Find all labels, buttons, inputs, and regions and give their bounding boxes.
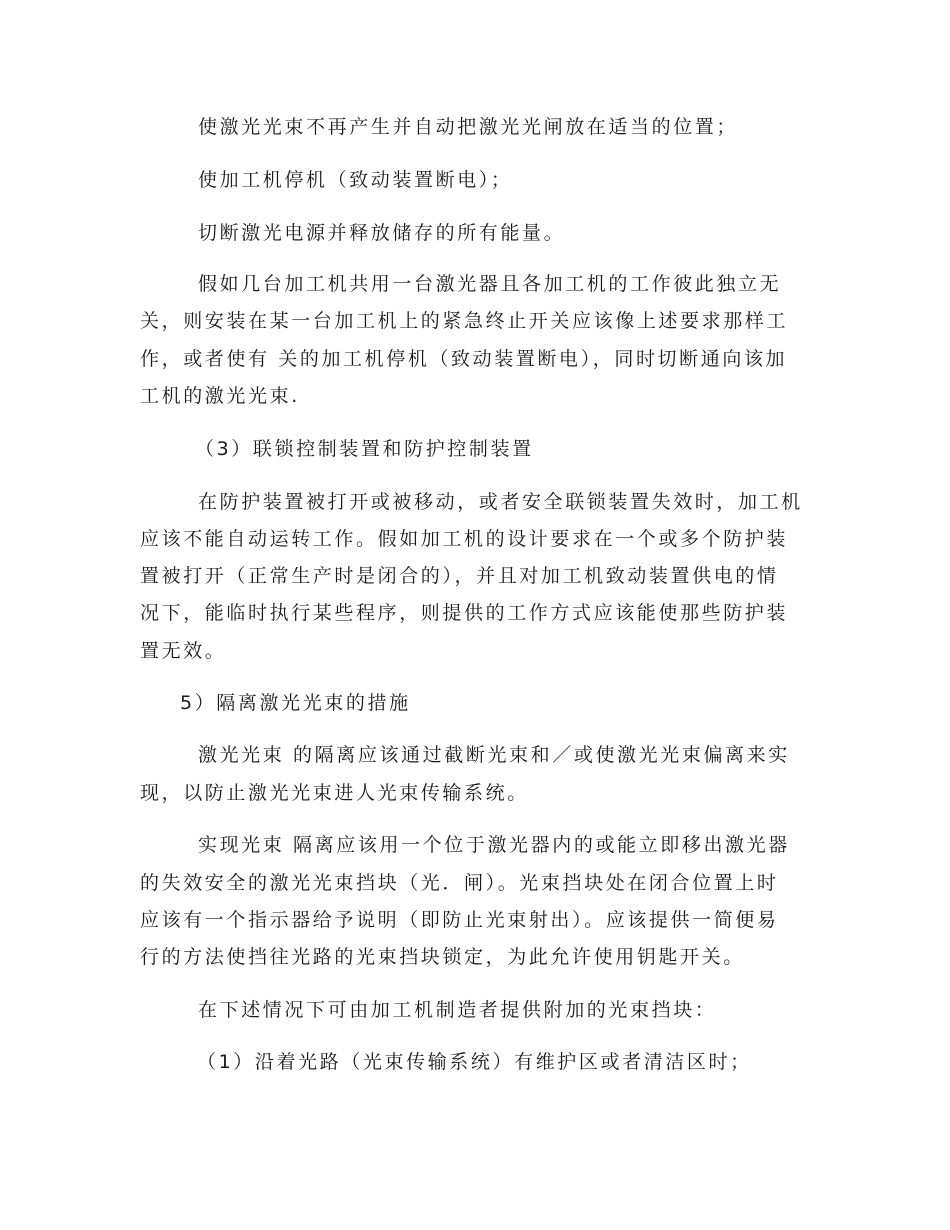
text-line: 使加工机停机（致动装置断电）； [198,169,513,191]
text-line: 况下，能临时执行某些程序，则提供的工作方式应该能使那些防护装 [140,602,789,624]
list-item: （1）沿着光路（光束传输系统）有维护区或者清洁区时； [197,1051,752,1073]
text-line: 关，则安装在某一台加工机上的紧急终止开关应该像上述要求那样工 [140,310,789,332]
text-line: 现，以防止激光光束进人光束传输系统。 [140,782,529,804]
text-line: 切断激光电源并释放储存的所有能量。 [198,222,566,244]
text-line: 的失效安全的激光光束挡块（光．闸）。光束挡块处在闭合位置上时 [140,872,779,894]
text-line: 置无效。 [140,640,227,662]
text-line: 使激光光束不再产生并自动把激光光闸放在适当的位置； [198,116,739,138]
text-line: 置被打开（正常生产时是闭合的），并且对加工机致动装置供电的情 [140,565,779,587]
section-heading: 5）隔离激光光束的措施 [180,692,411,714]
text-line: 实现光束 隔离应该用一个位于激光器内的或能立即移出激光器 [198,834,790,856]
text-line: 工机的激光光束. [140,385,300,407]
text-line: 假如几台加工机共用一台激光器且各加工机的工作彼此独立无 [198,273,782,295]
text-line: 在防护装置被打开或被移动，或者安全联锁装置失效时，加工机 [198,491,803,513]
text-line: 激光光束 的隔离应该通过截断光束和／或使激光光束偏离来实 [198,744,790,766]
text-line: 应该有一个指示器给予说明（即防止光束射出）。应该提供一简便易 [140,909,779,931]
text-line: 应该不能自动运转工作。假如加工机的设计要求在一个或多个防护装 [140,528,789,550]
text-line: 作，或者使有 关的加工机停机（致动装置断电），同时切断通向该加 [140,348,788,370]
section-heading: （3）联锁控制装置和防护控制装置 [195,438,534,460]
text-line: 行的方法使挡往光路的光束挡块锁定，为此允许使用钥匙开关。 [140,946,745,968]
text-line: 在下述情况下可由加工机制造者提供附加的光束挡块： [198,999,717,1021]
